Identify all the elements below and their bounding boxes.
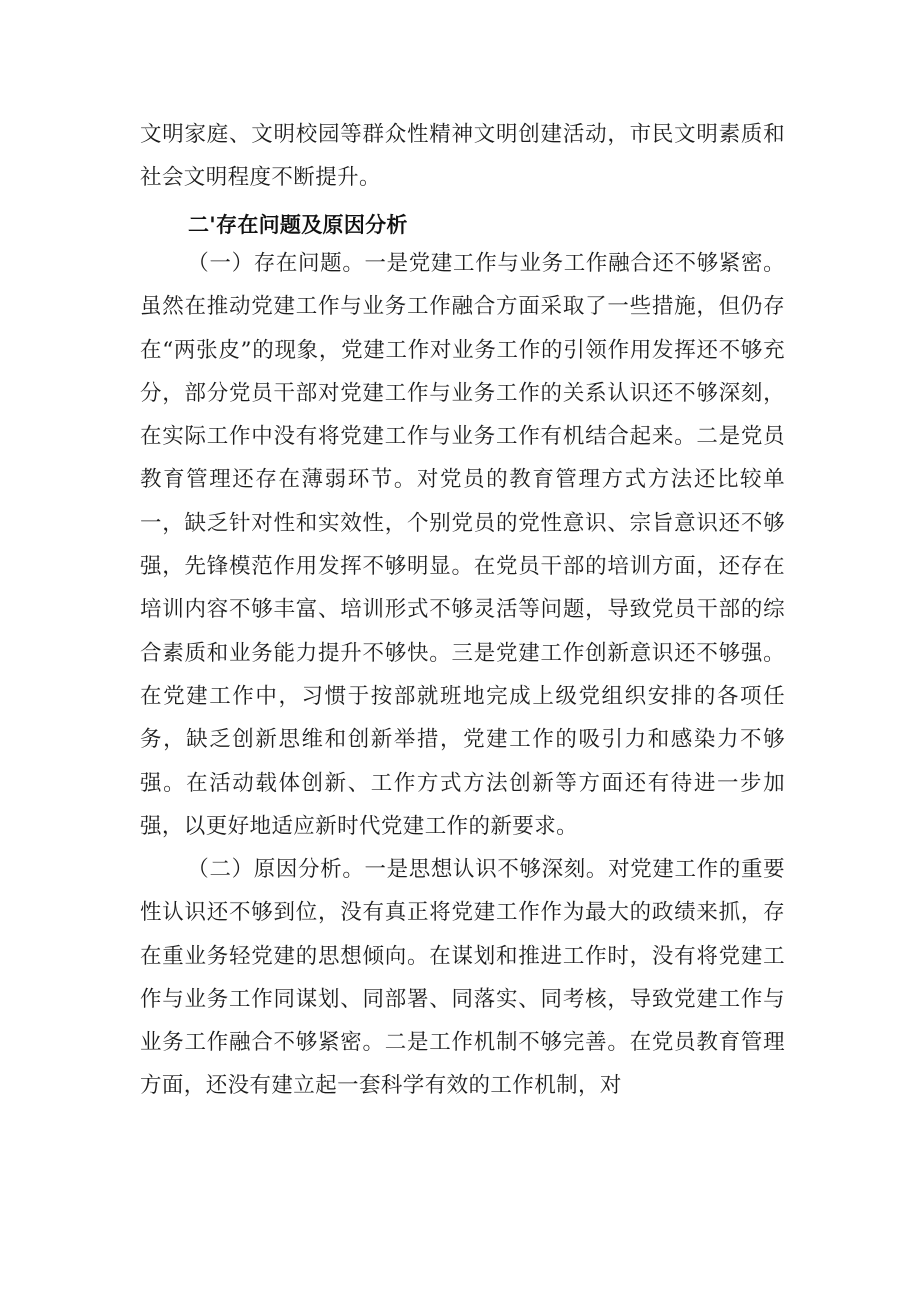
causes-paragraph: （二）原因分析。一是思想认识不够深刻。对党建工作的重要性认识还不够到位，没有真正将党建工作作为最大的政绩来抓，存在重业务轻党建的思想倾向。在谋划和推进工作时，没有将党建工作与业务工作同谋划、同部署、同落实、同考核，导致党建工作与业务工作融合不够紧密。二是工作机制不够完善。在党员教育管理方面，还没有建立起一套科学有效的工作机制，对 bbox=[140, 857, 785, 1099]
problems-paragraph: （一）存在问题。一是党建工作与业务工作融合还不够紧密。虽然在推动党建工作与业务工作融合方面采取了一些措施，但仍存在“两张皮”的现象，党建工作对业务工作的引领作用发挥还不够充分，部分党员干部对党建工作与业务工作的关系认识还不够深刻，在实际工作中没有将党建工作与业务工作有机结合起来。二是党员教育管理还存在薄弱环节。对党员的教育管理方式方法还比较单一，缺乏针对性和实效性，个别党员的党性意识、宗旨意识还不够强，先锋模范作用发挥不够明显。在党员干部的培训方面，还存在培训内容不够丰富、培训形式不够灵活等问题，导致党员干部的综合素质和业务能力提升不够快。三是党建工作创新意识还不够强。在党建工作中，习惯于按部就班地完成上级党组织安排的各项任务，缺乏创新思维和创新举措，党建工作的吸引力和感染力不够强。在活动载体创新、工作方式方法创新等方面还有待进一步加强，以更好地适应新时代党建工作的新要求。 bbox=[140, 251, 785, 839]
intro-paragraph: 文明家庭、文明校园等群众性精神文明创建活动，市民文明素质和社会文明程度不断提升。 bbox=[140, 122, 785, 191]
section-heading: 二'存在问题及原因分析 bbox=[188, 213, 408, 237]
